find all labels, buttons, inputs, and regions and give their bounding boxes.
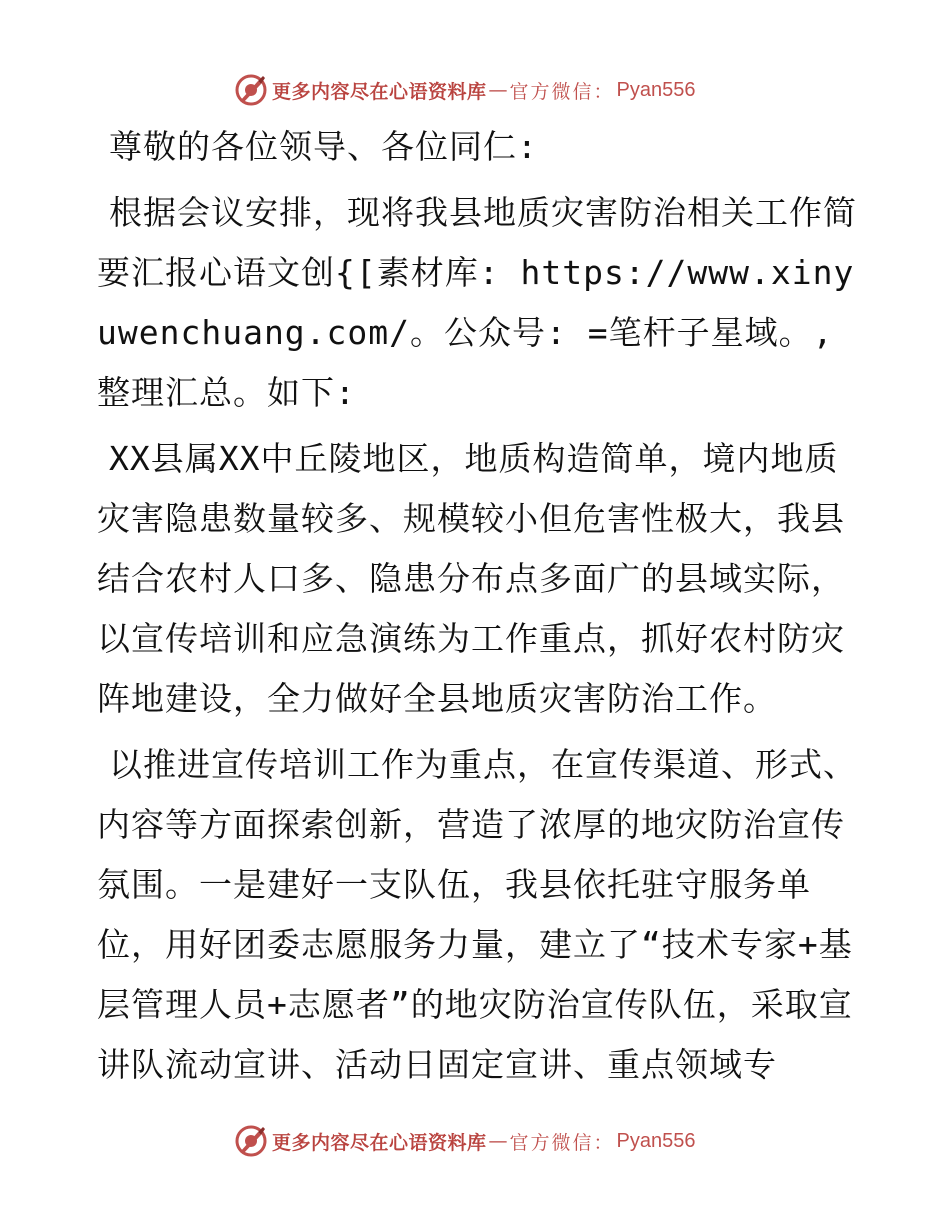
paragraph: 以推进宣传培训工作为重点，在宣传渠道、形式、内容等方面探索创新，营造了浓厚的地灾防治宣传氛围。一是建好一支队伍，我县依托驻守服务单位，用好团委志愿服务力量，建立了“技术专家+基层管理人员+志愿者”的地灾防治宣传队伍，采取宣讲队流动宣讲、活动日固定宣讲、重点领域专 xyxy=(97,745,857,1084)
watermark-text: 更多内容尽在心语资料库 xyxy=(272,1131,487,1154)
watermark-wechat-id: Pyan556 xyxy=(616,78,696,101)
brush-logo-icon xyxy=(234,1124,268,1158)
watermark-separator: — xyxy=(488,79,508,101)
watermark-text: 更多内容尽在心语资料库 xyxy=(272,80,487,103)
watermark-separator: — xyxy=(488,1130,508,1152)
watermark-wechat-label: 官方微信： xyxy=(509,1131,615,1154)
salutation: 尊敬的各位领导、各位同仁: xyxy=(109,127,538,166)
paragraph: XX县属XX中丘陵地区，地质构造简单，境内地质灾害隐患数量较多、规模较小但危害性极大，我县结合农村人口多、隐患分布点多面广的县域实际，以宣传培训和应急演练为工作重点，抓好农村防灾阵地建设，全力做好全县地质灾害防治工作。 xyxy=(97,439,845,718)
brush-logo-icon xyxy=(234,73,268,107)
footer-watermark xyxy=(234,1121,696,1161)
watermark-wechat-id: Pyan556 xyxy=(616,1129,696,1152)
paragraph: 根据会议安排，现将我县地质灾害防治相关工作简要汇报心语文创{[素材库: https://www.xinyuwenchuang.com/。公众号: =笔杆子星域。,整理汇总。如下: xyxy=(97,193,857,412)
watermark-wechat-label: 官方微信： xyxy=(509,80,615,103)
header-watermark xyxy=(234,70,696,110)
document-body xyxy=(97,117,857,1101)
